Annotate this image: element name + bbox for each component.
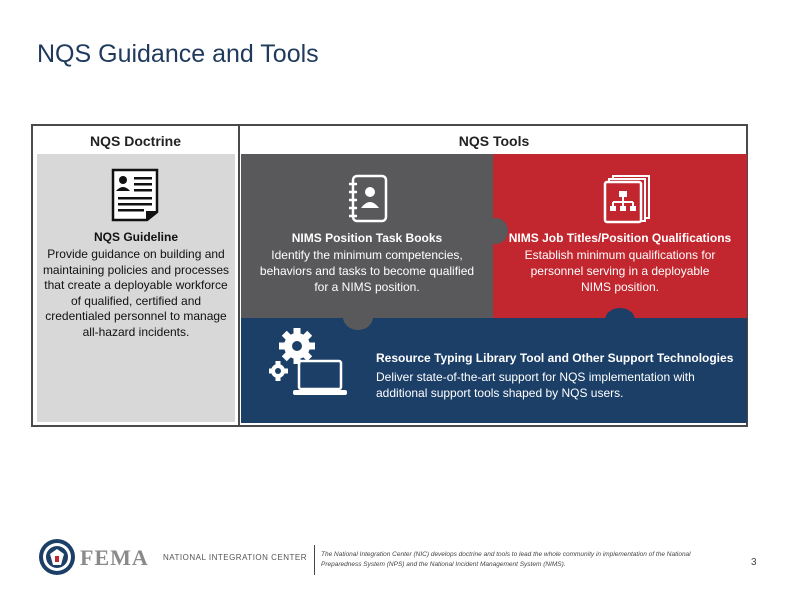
footer-divider <box>314 545 315 575</box>
org-chart-icon <box>603 174 653 224</box>
doctrine-title: NQS Guideline <box>93 230 178 244</box>
page-number: 3 <box>751 557 757 568</box>
puzzle-knob <box>605 308 635 332</box>
document-icon <box>110 168 160 222</box>
resource-typing-title: Resource Typing Library Tool and Other Support Technologies <box>376 351 734 365</box>
column-divider <box>238 126 240 425</box>
doctrine-header: NQS Doctrine <box>89 133 181 149</box>
doctrine-body: Provide guidance on building and maintaining policies and processes that create a deployable workforce of qualified, certified and credentialed personnel to manage all-hazard incidents. <box>42 247 230 339</box>
tools-header: NQS Tools <box>458 133 530 149</box>
gears-laptop-icon <box>269 326 349 400</box>
fema-logo: FEMA <box>80 545 149 570</box>
task-books-title: NIMS Position Task Books <box>291 231 443 245</box>
doctrine-panel <box>37 154 235 422</box>
slide-title: NQS Guidance and Tools <box>37 40 319 68</box>
job-titles-body: Establish minimum qualifications for personnel serving in a deployable NIMS position. <box>524 248 716 294</box>
dhs-seal-icon <box>38 538 76 576</box>
nqs-graphic <box>31 124 748 427</box>
task-book-icon <box>347 174 389 224</box>
footer-note: The National Integration Center (NIC) develops doctrine and tools to lead the whole community in implementation of the National Preparedness System (NPS) and the National Incident Management System (NIMS). <box>321 551 691 568</box>
org-name: NATIONAL INTEGRATION CENTER <box>163 553 308 562</box>
task-books-body: Identify the minimum competencies, behaviors and tasks to become qualified for a NIMS position. <box>259 248 475 294</box>
resource-typing-body: Deliver state-of-the-art support for NQS implementation with additional support tools shaped by NQS users. <box>376 370 695 400</box>
job-titles-title: NIMS Job Titles/Position Qualifications <box>508 231 732 245</box>
